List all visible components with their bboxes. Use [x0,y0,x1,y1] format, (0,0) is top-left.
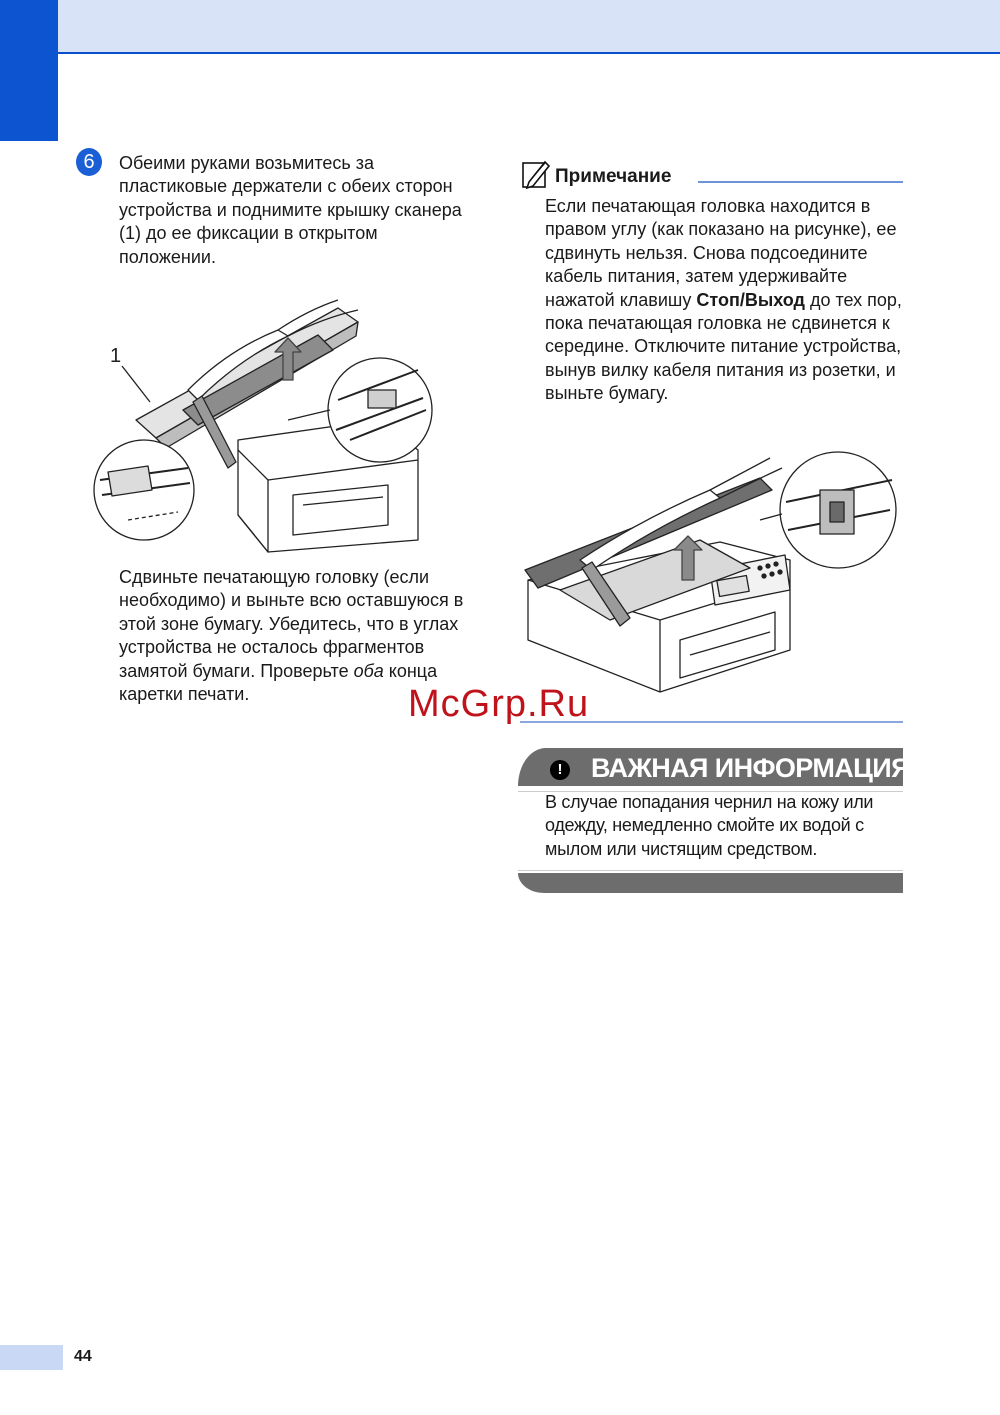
page-header-band [0,0,1000,53]
print-head-right-corner-illustration [520,450,900,698]
note-body [545,195,905,406]
chapter-tab [0,0,58,141]
page-header-rule [58,52,1000,54]
important-body [545,791,905,861]
note-title-rule [698,181,903,183]
page-footer-band [0,1345,63,1370]
note-body-start: Если печатающая головка находится в правом углу (как показано на рисунке), ее сдвинуть нельзя. Снова подсоедините кабель питания, затем удерживайте нажатой клавишу [545,196,897,310]
stop-exit-key-label: Стоп/Выход [696,289,805,310]
step-followup-emphasis: оба [353,660,384,681]
step-instruction-text: Обеими руками возьмитесь за пластиковые держатели с обеих сторон устройства и поднимите крышку сканера (1) до ее фиксации в открытом положении. [119,153,462,267]
important-footer-bar [518,873,903,893]
page-number: 44 [74,1348,92,1365]
step-number-badge: 6 [76,148,102,176]
important-body-text: В случае попадания чернил на кожу или одежду, немедленно смойте их водой с мылом или чистящим средством. [545,792,874,859]
note-body-text [545,195,905,406]
exclamation-icon: ! [550,760,570,780]
step-followup-text-end: конца каретки печати. [119,660,438,705]
important-title: ВАЖНАЯ ИНФОРМАЦИЯ [591,753,910,783]
note-title: Примечание [555,166,672,187]
watermark: McGrp.Ru [408,683,590,725]
note-body-end: до тех пор, пока печатающая головка не сдвинется к середине. Отключите питание устройства, вынув вилку кабеля питания из розетки, и выньте бумагу. [545,289,902,404]
step-followup-text-start: Сдвиньте печатающую головку (если необходимо) и выньте всю оставшуюся в этой зоне бумагу. Убедитесь, что в углах устройства не осталось фрагментов замятой бумаги. Проверьте [119,567,464,681]
printer-open-cover-illustration [88,290,450,556]
important-bottom-rule [518,870,903,871]
step-instruction [119,152,469,269]
figure-callout-label: 1 [110,345,122,367]
note-pencil-icon [521,158,551,190]
